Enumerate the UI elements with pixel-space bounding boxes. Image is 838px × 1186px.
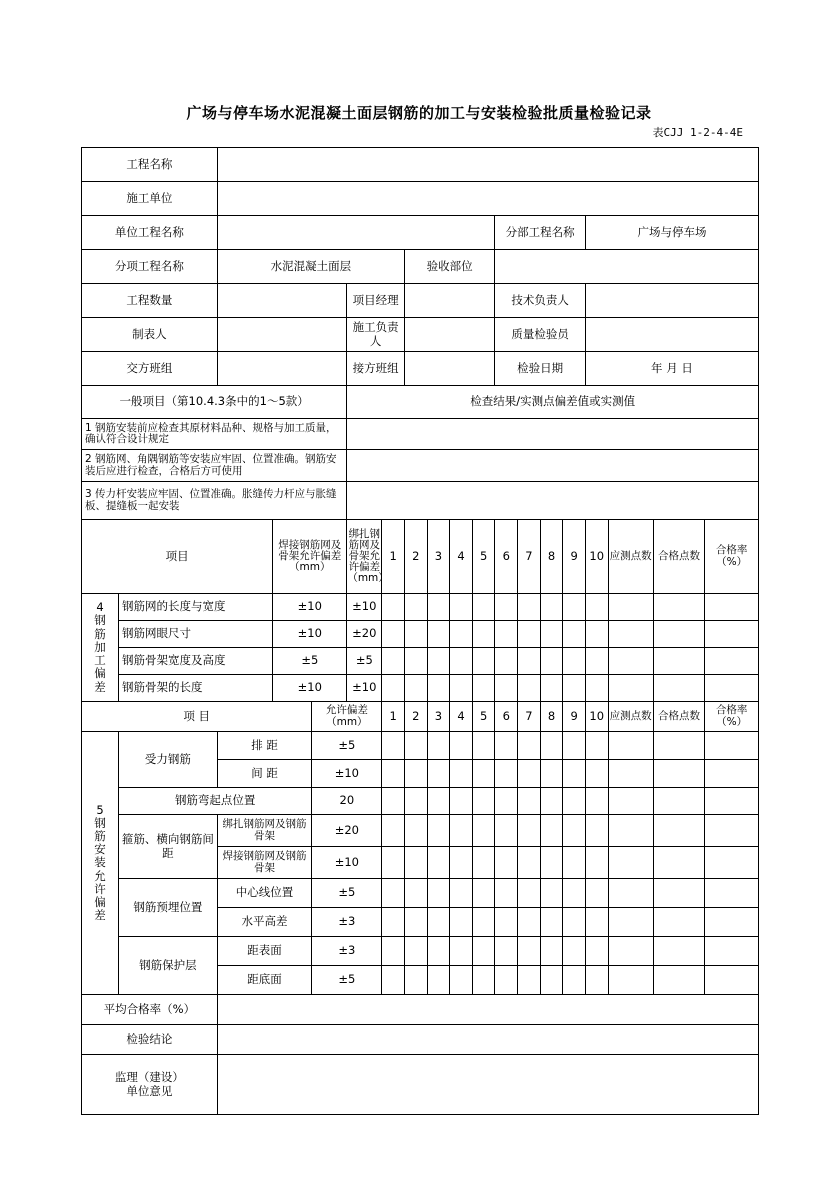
measure-cell[interactable] — [472, 908, 495, 937]
measure-cell[interactable] — [540, 879, 563, 908]
general-items-heading: 一般项目（第10.4.3条中的1～5款） — [82, 386, 347, 419]
point-header: 6 — [495, 520, 518, 594]
section5-row-name: 焊接钢筋网及钢筋骨架 — [217, 847, 312, 879]
measure-cell[interactable] — [450, 908, 473, 937]
measure-cell[interactable] — [450, 966, 473, 995]
measure-cell[interactable] — [518, 594, 541, 621]
inspection-record-table — [81, 147, 759, 1115]
qualified-points-header: 合格点数 — [653, 520, 704, 594]
measure-cell[interactable] — [518, 815, 541, 847]
measure-cell[interactable] — [472, 879, 495, 908]
project-name-value[interactable] — [217, 148, 758, 182]
point-header: 6 — [495, 702, 518, 732]
measure-cell[interactable] — [404, 648, 427, 675]
measure-cell[interactable] — [382, 621, 405, 648]
should-points-cell[interactable] — [608, 847, 653, 879]
measure-cell[interactable] — [382, 937, 405, 966]
should-points-cell[interactable] — [608, 760, 653, 788]
pass-rate-cell[interactable] — [705, 675, 759, 702]
point-header: 10 — [585, 702, 608, 732]
should-points-cell[interactable] — [608, 732, 653, 760]
allow-tolerance: ±3 — [312, 937, 382, 966]
pass-rate-cell[interactable] — [705, 815, 759, 847]
measure-cell[interactable] — [518, 648, 541, 675]
measure-cell[interactable] — [540, 732, 563, 760]
measure-cell[interactable] — [427, 621, 450, 648]
welded-tolerance: ±10 — [273, 675, 347, 702]
section5-row-name: 距表面 — [217, 937, 312, 966]
pass-rate-cell[interactable] — [705, 621, 759, 648]
main-bar-group: 受力钢筋 — [119, 732, 218, 788]
measure-cell[interactable] — [382, 966, 405, 995]
measure-cell[interactable] — [495, 847, 518, 879]
quantity-label: 工程数量 — [82, 284, 218, 318]
section4-row-name: 钢筋骨架的长度 — [119, 675, 273, 702]
handover-team-label: 交方班组 — [82, 352, 218, 386]
measure-cell[interactable] — [540, 788, 563, 815]
pass-rate-cell[interactable] — [705, 594, 759, 621]
welded-tolerance: ±5 — [273, 648, 347, 675]
qualified-points-header: 合格点数 — [653, 702, 704, 732]
conclusion-value[interactable] — [217, 1025, 758, 1055]
unit-project-value[interactable] — [217, 216, 495, 250]
pass-rate-cell[interactable] — [705, 760, 759, 788]
form-maker-value[interactable] — [217, 318, 347, 352]
point-header: 2 — [404, 702, 427, 732]
measure-cell[interactable] — [518, 788, 541, 815]
pass-rate-header: 合格率（%） — [705, 702, 759, 732]
measure-cell[interactable] — [450, 847, 473, 879]
measure-cell[interactable] — [495, 788, 518, 815]
point-header: 3 — [427, 520, 450, 594]
sub-project-label: 分项工程名称 — [82, 250, 218, 284]
point-header: 8 — [540, 520, 563, 594]
pass-rate-cell[interactable] — [705, 908, 759, 937]
measure-cell[interactable] — [450, 788, 473, 815]
measure-cell[interactable] — [540, 908, 563, 937]
measure-cell[interactable] — [382, 732, 405, 760]
measure-cell[interactable] — [540, 937, 563, 966]
pass-rate-cell[interactable] — [705, 879, 759, 908]
measure-cell[interactable] — [518, 675, 541, 702]
measure-cell[interactable] — [495, 966, 518, 995]
should-points-cell[interactable] — [608, 788, 653, 815]
technical-leader-label: 技术负责人 — [495, 284, 586, 318]
measure-cell[interactable] — [427, 648, 450, 675]
point-header: 3 — [427, 702, 450, 732]
measure-cell[interactable] — [382, 760, 405, 788]
quantity-value[interactable] — [217, 284, 347, 318]
measure-cell[interactable] — [472, 648, 495, 675]
qualified-points-cell[interactable] — [653, 908, 704, 937]
allow-tolerance: 20 — [312, 788, 382, 815]
section4-row-name: 钢筋网眼尺寸 — [119, 621, 273, 648]
pass-rate-cell[interactable] — [705, 732, 759, 760]
qualified-points-cell[interactable] — [653, 847, 704, 879]
measure-cell[interactable] — [382, 815, 405, 847]
measure-cell[interactable] — [427, 788, 450, 815]
point-header: 9 — [563, 520, 586, 594]
measure-cell[interactable] — [563, 732, 586, 760]
measure-cell[interactable] — [472, 815, 495, 847]
construction-unit-value[interactable] — [217, 182, 758, 216]
supervision-label-line2: 单位意见 — [126, 1083, 173, 1098]
measure-cell[interactable] — [495, 908, 518, 937]
conclusion-label: 检验结论 — [82, 1025, 218, 1055]
measure-cell[interactable] — [495, 760, 518, 788]
measure-cell[interactable] — [518, 908, 541, 937]
measure-cell[interactable] — [472, 594, 495, 621]
measure-cell[interactable] — [563, 648, 586, 675]
pass-rate-cell[interactable] — [705, 937, 759, 966]
unit-project-label: 单位工程名称 — [82, 216, 218, 250]
measure-cell[interactable] — [563, 621, 586, 648]
measure-cell[interactable] — [585, 847, 608, 879]
project-manager-label: 项目经理 — [347, 284, 405, 318]
sub-project-value: 水泥混凝土面层 — [217, 250, 404, 284]
measure-cell[interactable] — [450, 760, 473, 788]
supervision-label — [82, 1055, 218, 1115]
measure-cell[interactable] — [518, 879, 541, 908]
measure-cell[interactable] — [495, 732, 518, 760]
qualified-points-cell[interactable] — [653, 594, 704, 621]
measure-cell[interactable] — [427, 594, 450, 621]
qualified-points-cell[interactable] — [653, 648, 704, 675]
inspection-date-label: 检验日期 — [495, 352, 586, 386]
should-points-header: 应测点数 — [608, 520, 653, 594]
point-header: 2 — [404, 520, 427, 594]
measure-cell[interactable] — [404, 788, 427, 815]
measure-cell[interactable] — [518, 937, 541, 966]
handover-team-value[interactable] — [217, 352, 347, 386]
measure-cell[interactable] — [518, 966, 541, 995]
measure-cell[interactable] — [427, 937, 450, 966]
measure-cell[interactable] — [450, 879, 473, 908]
measure-cell[interactable] — [495, 675, 518, 702]
technical-leader-value[interactable] — [585, 284, 758, 318]
bend-point-name: 钢筋弯起点位置 — [119, 788, 312, 815]
measure-cell[interactable] — [404, 847, 427, 879]
section5-row-name: 绑扎钢筋网及钢筋骨架 — [217, 815, 312, 847]
general-item-3: 3 传力杆安装应牢固、位置准确。胀缝传力杆应与胀缝板、提缝板一起安装 — [82, 482, 347, 520]
measure-cell[interactable] — [450, 675, 473, 702]
qualified-points-cell[interactable] — [653, 937, 704, 966]
tied-tolerance: ±10 — [347, 594, 382, 621]
general-item-3-result[interactable] — [347, 482, 759, 520]
section4-label: 4 钢 筋 加 工 偏 差 — [82, 594, 119, 702]
qualified-points-cell[interactable] — [653, 621, 704, 648]
should-points-cell[interactable] — [608, 594, 653, 621]
measure-cell[interactable] — [404, 937, 427, 966]
measure-cell[interactable] — [563, 760, 586, 788]
embedded-group: 钢筋预埋位置 — [119, 879, 218, 937]
quality-inspector-label: 质量检验员 — [495, 318, 586, 352]
pass-rate-cell[interactable] — [705, 966, 759, 995]
measure-cell[interactable] — [585, 966, 608, 995]
average-rate-value[interactable] — [217, 995, 758, 1025]
measure-cell[interactable] — [450, 937, 473, 966]
measure-cell[interactable] — [563, 788, 586, 815]
point-header: 5 — [472, 702, 495, 732]
project-name-label: 工程名称 — [82, 148, 218, 182]
measure-cell[interactable] — [450, 732, 473, 760]
pass-rate-cell[interactable] — [705, 847, 759, 879]
acceptance-part-label: 验收部位 — [404, 250, 495, 284]
should-points-cell[interactable] — [608, 966, 653, 995]
construction-leader-label: 施工负责人 — [347, 318, 405, 352]
measure-cell[interactable] — [472, 621, 495, 648]
point-header: 9 — [563, 702, 586, 732]
point-header: 1 — [382, 520, 405, 594]
measure-cell[interactable] — [472, 847, 495, 879]
allow-tolerance: ±5 — [312, 732, 382, 760]
qualified-points-cell[interactable] — [653, 760, 704, 788]
welded-tolerance: ±10 — [273, 621, 347, 648]
measure-cell[interactable] — [450, 621, 473, 648]
pass-rate-header: 合格率（%） — [705, 520, 759, 594]
average-rate-label: 平均合格率（%） — [82, 995, 218, 1025]
measure-cell[interactable] — [450, 594, 473, 621]
allow-tolerance: ±5 — [312, 879, 382, 908]
form-code: 表CJJ 1-2-4-4E — [652, 126, 743, 139]
stirrup-group: 箍筋、横向钢筋间距 — [119, 815, 218, 879]
measure-cell[interactable] — [427, 847, 450, 879]
measure-cell[interactable] — [382, 879, 405, 908]
measure-cell[interactable] — [585, 879, 608, 908]
measure-cell[interactable] — [427, 879, 450, 908]
measure-cell[interactable] — [404, 908, 427, 937]
section4-item-header: 项目 — [82, 520, 273, 594]
measure-cell[interactable] — [404, 621, 427, 648]
document-title: 广场与停车场水泥混凝土面层钢筋的加工与安装检验批质量检验记录 — [186, 104, 652, 122]
measure-cell[interactable] — [450, 648, 473, 675]
measure-cell[interactable] — [563, 847, 586, 879]
section5-row-name: 间 距 — [217, 760, 312, 788]
measure-cell[interactable] — [382, 648, 405, 675]
qualified-points-cell[interactable] — [653, 675, 704, 702]
measure-cell[interactable] — [404, 594, 427, 621]
measure-cell[interactable] — [540, 760, 563, 788]
measure-cell[interactable] — [495, 594, 518, 621]
supervision-value[interactable] — [217, 1055, 758, 1115]
form-maker-label: 制表人 — [82, 318, 218, 352]
measure-cell[interactable] — [540, 815, 563, 847]
point-header: 8 — [540, 702, 563, 732]
measure-cell[interactable] — [585, 908, 608, 937]
should-points-header: 应测点数 — [608, 702, 653, 732]
measure-cell[interactable] — [472, 675, 495, 702]
measure-cell[interactable] — [382, 675, 405, 702]
general-item-2-result[interactable] — [347, 450, 759, 482]
measure-cell[interactable] — [585, 594, 608, 621]
general-item-1-result[interactable] — [347, 419, 759, 450]
allow-tolerance: ±20 — [312, 815, 382, 847]
measure-cell[interactable] — [540, 675, 563, 702]
measure-cell[interactable] — [518, 847, 541, 879]
division-project-value: 广场与停车场 — [585, 216, 758, 250]
measure-cell[interactable] — [427, 966, 450, 995]
measure-cell[interactable] — [472, 966, 495, 995]
should-points-cell[interactable] — [608, 648, 653, 675]
measure-cell[interactable] — [404, 732, 427, 760]
section4-row-name: 钢筋骨架宽度及高度 — [119, 648, 273, 675]
should-points-cell[interactable] — [608, 815, 653, 847]
section5-row-name: 水平高差 — [217, 908, 312, 937]
measure-cell[interactable] — [404, 760, 427, 788]
measure-cell[interactable] — [382, 908, 405, 937]
qualified-points-cell[interactable] — [653, 966, 704, 995]
point-header: 7 — [518, 702, 541, 732]
measure-cell[interactable] — [563, 908, 586, 937]
measure-cell[interactable] — [563, 594, 586, 621]
measure-cell[interactable] — [495, 648, 518, 675]
measure-cell[interactable] — [404, 675, 427, 702]
measure-cell[interactable] — [585, 760, 608, 788]
pass-rate-cell[interactable] — [705, 648, 759, 675]
point-header: 1 — [382, 702, 405, 732]
receiving-team-label: 接方班组 — [347, 352, 405, 386]
measure-cell[interactable] — [563, 879, 586, 908]
allow-tolerance: ±5 — [312, 966, 382, 995]
project-manager-value[interactable] — [404, 284, 495, 318]
point-header: 5 — [472, 520, 495, 594]
measure-cell[interactable] — [518, 760, 541, 788]
measure-cell[interactable] — [404, 815, 427, 847]
section5-item-header: 项 目 — [82, 702, 312, 732]
measure-cell[interactable] — [427, 908, 450, 937]
cover-group: 钢筋保护层 — [119, 937, 218, 995]
measure-cell[interactable] — [585, 788, 608, 815]
allow-tolerance: ±10 — [312, 760, 382, 788]
inspection-date-value[interactable]: 年 月 日 — [585, 352, 758, 386]
measure-cell[interactable] — [472, 732, 495, 760]
section5-row-name: 距底面 — [217, 966, 312, 995]
allow-tolerance: ±3 — [312, 908, 382, 937]
section5-label: 5 钢 筋 安 装 允 许 偏 差 — [82, 732, 119, 995]
qualified-points-cell[interactable] — [653, 879, 704, 908]
general-item-1: 1 钢筋安装前应检查其原材料品种、规格与加工质量，确认符合设计规定 — [82, 419, 347, 450]
measure-cell[interactable] — [495, 879, 518, 908]
measure-cell[interactable] — [495, 815, 518, 847]
should-points-cell[interactable] — [608, 937, 653, 966]
point-header: 7 — [518, 520, 541, 594]
should-points-cell[interactable] — [608, 908, 653, 937]
tied-tolerance: ±5 — [347, 648, 382, 675]
point-header: 4 — [450, 702, 473, 732]
supervision-label-line1: 监理（建设） — [114, 1070, 184, 1085]
tied-tolerance: ±20 — [347, 621, 382, 648]
point-header: 10 — [585, 520, 608, 594]
measure-cell[interactable] — [495, 621, 518, 648]
measure-cell[interactable] — [427, 732, 450, 760]
construction-leader-value[interactable] — [404, 318, 495, 352]
division-project-label: 分部工程名称 — [495, 216, 586, 250]
measure-cell[interactable] — [585, 815, 608, 847]
result-heading: 检查结果/实测点偏差值或实测值 — [347, 386, 759, 419]
welded-tolerance: ±10 — [273, 594, 347, 621]
should-points-cell[interactable] — [608, 879, 653, 908]
measure-cell[interactable] — [427, 760, 450, 788]
measure-cell[interactable] — [427, 675, 450, 702]
construction-unit-label: 施工单位 — [82, 182, 218, 216]
measure-cell[interactable] — [540, 594, 563, 621]
should-points-cell[interactable] — [608, 675, 653, 702]
measure-cell[interactable] — [518, 732, 541, 760]
measure-cell[interactable] — [382, 594, 405, 621]
qualified-points-cell[interactable] — [653, 815, 704, 847]
should-points-cell[interactable] — [608, 621, 653, 648]
section5-row-name: 排 距 — [217, 732, 312, 760]
measure-cell[interactable] — [540, 621, 563, 648]
section5-row-name: 中心线位置 — [217, 879, 312, 908]
section4-row-name: 钢筋网的长度与宽度 — [119, 594, 273, 621]
measure-cell[interactable] — [585, 675, 608, 702]
measure-cell[interactable] — [427, 815, 450, 847]
general-item-2: 2 钢筋网、角隅钢筋等安装应牢固、位置准确。钢筋安装后应进行检查，合格后方可使用 — [82, 450, 347, 482]
measure-cell[interactable] — [585, 937, 608, 966]
measure-cell[interactable] — [563, 815, 586, 847]
measure-cell[interactable] — [563, 966, 586, 995]
acceptance-part-value[interactable] — [495, 250, 759, 284]
measure-cell[interactable] — [540, 648, 563, 675]
measure-cell[interactable] — [585, 621, 608, 648]
section4-header-row — [82, 520, 759, 594]
allow-tolerance: ±10 — [312, 847, 382, 879]
measure-cell[interactable] — [585, 732, 608, 760]
section5-header-row — [82, 702, 759, 732]
receiving-team-value[interactable] — [404, 352, 495, 386]
measure-cell[interactable] — [540, 847, 563, 879]
tied-tolerance-header: 绑扎钢筋网及骨架允许偏差（mm） — [347, 520, 382, 594]
measure-cell[interactable] — [382, 847, 405, 879]
measure-cell[interactable] — [382, 788, 405, 815]
measure-cell[interactable] — [585, 648, 608, 675]
measure-cell[interactable] — [450, 815, 473, 847]
measure-cell[interactable] — [495, 937, 518, 966]
pass-rate-cell[interactable] — [705, 788, 759, 815]
measure-cell[interactable] — [472, 937, 495, 966]
measure-cell[interactable] — [404, 879, 427, 908]
quality-inspector-value[interactable] — [585, 318, 758, 352]
measure-cell[interactable] — [540, 966, 563, 995]
allow-tolerance-header: 允许偏差（mm） — [312, 702, 382, 732]
tied-tolerance: ±10 — [347, 675, 382, 702]
point-header: 4 — [450, 520, 473, 594]
measure-cell[interactable] — [472, 760, 495, 788]
qualified-points-cell[interactable] — [653, 732, 704, 760]
measure-cell[interactable] — [404, 966, 427, 995]
measure-cell[interactable] — [563, 675, 586, 702]
measure-cell[interactable] — [563, 937, 586, 966]
measure-cell[interactable] — [518, 621, 541, 648]
qualified-points-cell[interactable] — [653, 788, 704, 815]
measure-cell[interactable] — [472, 788, 495, 815]
welded-tolerance-header: 焊接钢筋网及骨架允许偏差（mm） — [273, 520, 347, 594]
